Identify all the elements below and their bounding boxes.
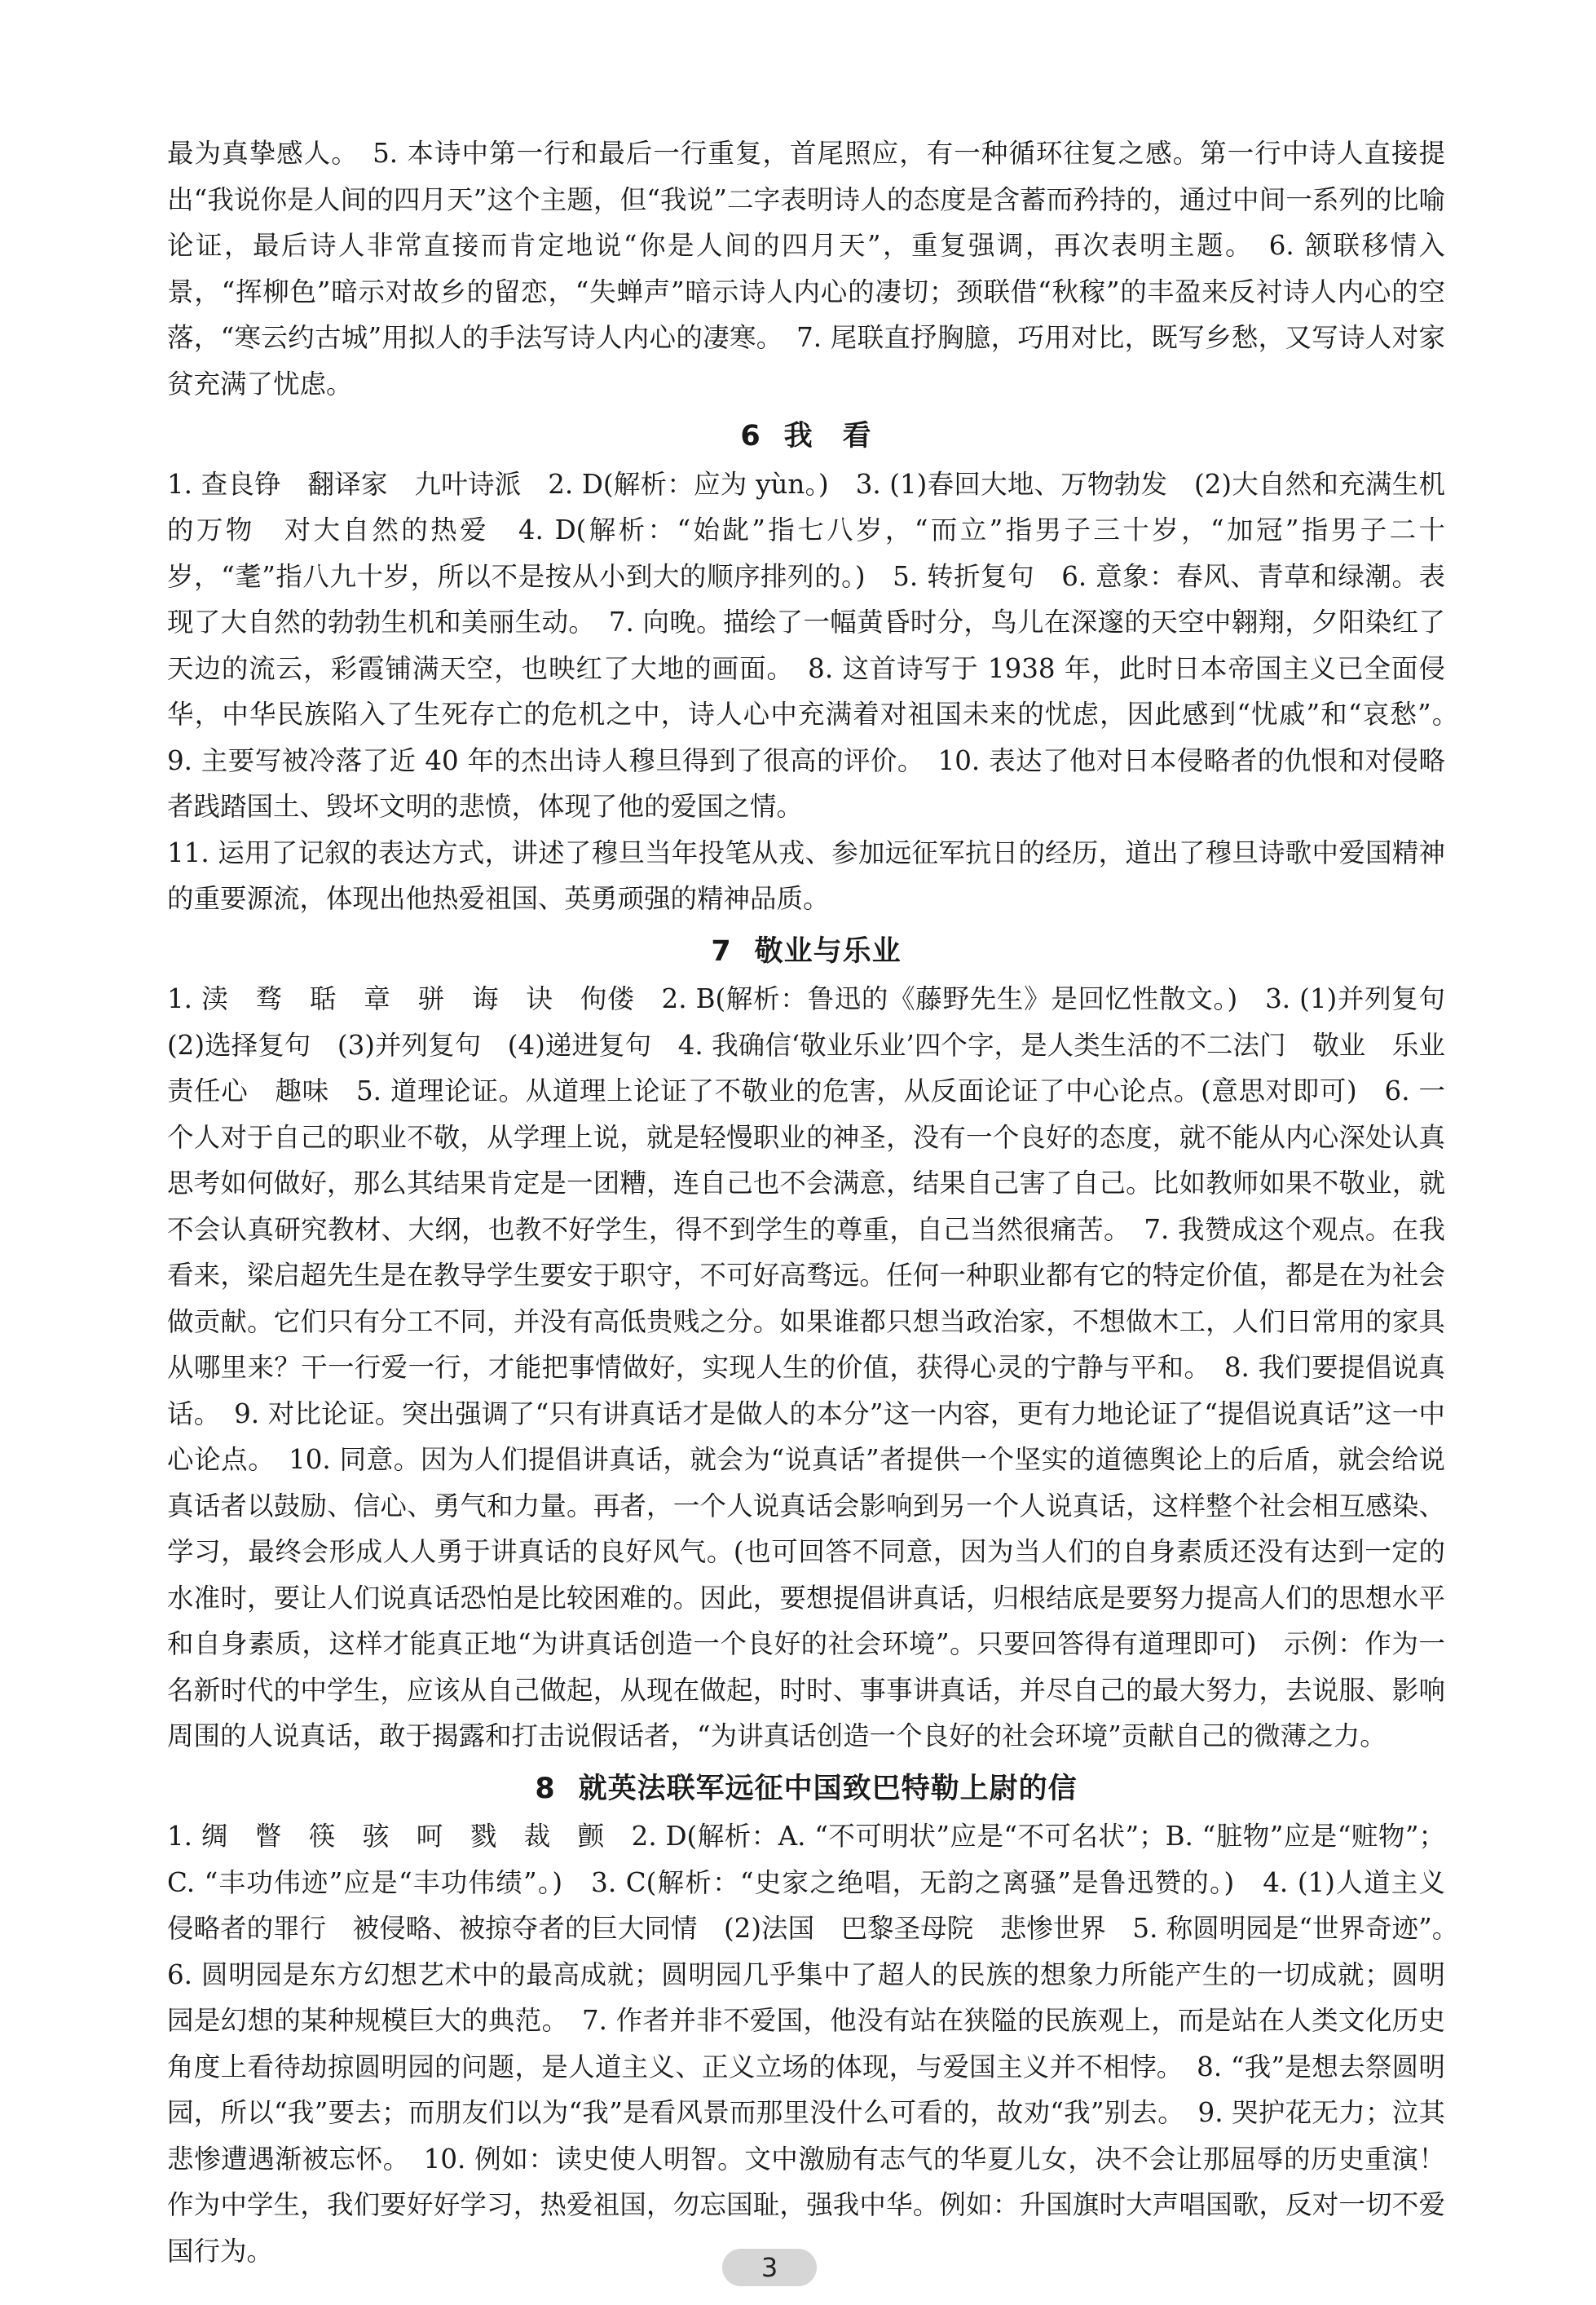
section-title-8 bbox=[167, 1766, 1445, 1813]
section-title-7 bbox=[167, 929, 1445, 975]
section-8-paragraph-1: 1. 绸 瞥 筷 骇 呵 戮 裁 颤 2. D(解析：A. “不可明状”应是“不可名状”；B. “脏物”应是“赃物”；C. “丰功伟迹”应是“丰功伟绩”。) 3. C(解析：“史家之绝唱，无韵之离骚”是鲁迅赞的。) 4. (1)人道主义 侵略者的罪行 被侵略、被掠夺者的巨大同情 (2)法国 巴黎圣母院 悲惨世界 5. 称圆明园是“世界奇迹”。 6. 圆明园是东方幻想艺术中的最高成就；圆明园几乎集中了超人的民族的想象力所能产生的一切成就；圆明园是幻想的某种规模巨大的典范。 7. 作者并非不爱国，他没有站在狭隘的民族观上，而是站在人类文化历史角度上看待劫掠圆明园的问题，是人道主义、正义立场的体现，与爱国主义并不相悖。 8. “我”是想去祭圆明园，所以“我”要去；而朋友们以为“我”是看风景而那里没什么可看的，故劝“我”别去。 9. 哭护花无力；泣其悲惨遭遇渐被忘怀。 10. 例如：读史使人明智。文中激励有志气的华夏儿女，决不会让那屈辱的历史重演！作为中学生，我们要好好学习，热爱祖国，勿忘国耻，强我中华。例如：升国旗时大声唱国歌，反对一切不爱国行为。 bbox=[167, 1821, 1472, 2267]
section-number: 7 bbox=[711, 934, 732, 968]
section-6-paragraph-1: 1. 查良铮 翻译家 九叶诗派 2. D(解析：应为 yùn。) 3. (1)春回大地、万物勃发 (2)大自然和充满生机的万物 对大自然的热爱 4. D(解析：“始龀”指七八岁，“而立”指男子三十岁，“加冠”指男子二十岁，“耄”指八九十岁，所以不是按从小到大的顺序排列的。) 5. 转折复句 6. 意象：春风、青草和绿潮。表现了大自然的勃勃生机和美丽生动。 7. 向晚。描绘了一幅黄昏时分，鸟儿在深邃的天空中翱翔，夕阳染红了天边的流云，彩霞铺满天空，也映红了大地的画面。 8. 这首诗写于 1938 年，此时日本帝国主义已全面侵华，中华民族陷入了生死存亡的危机之中，诗人心中充满着对祖国未来的忧虑，因此感到“忧戚”和“哀愁”。 9. 主要写被冷落了近 40 年的杰出诗人穆旦得到了很高的评价。 10. 表达了他对日本侵略者的仇恨和对侵略者践踏国土、毁坏文明的悲愤，体现了他的爱国之情。 bbox=[167, 468, 1472, 822]
section-number: 8 bbox=[535, 1772, 556, 1805]
section-title-6 bbox=[167, 413, 1445, 460]
section-heading: 敬业与乐业 bbox=[754, 934, 902, 968]
section-number: 6 bbox=[740, 420, 761, 453]
section-6-paragraph-2: 11. 运用了记叙的表达方式，讲述了穆旦当年投笔从戎、参加远征军抗日的经历，道出了穆旦诗歌中爱国精神的重要源流，体现出他热爱祖国、英勇顽强的精神品质。 bbox=[167, 837, 1445, 914]
section-heading: 就英法联军远征中国致巴特勒上尉的信 bbox=[578, 1772, 1078, 1805]
page-content bbox=[167, 130, 1472, 2274]
intro-paragraph: 最为真挚感人。 5. 本诗中第一行和最后一行重复，首尾照应，有一种循环往复之感。第一行中诗人直接提出“我说你是人间的四月天”这个主题，但“我说”二字表明诗人的态度是含蓄而矜持的，通过中间一系列的比喻论证，最后诗人非常直接而肯定地说“你是人间的四月天”，重复强调，再次表明主题。 6. 颔联移情入景，“挥柳色”暗示对故乡的留恋，“失蝉声”暗示诗人内心的凄切；颈联借“秋稼”的丰盈来反衬诗人内心的空落，“寒云约古城”用拟人的手法写诗人内心的凄寒。 7. 尾联直抒胸臆，巧用对比，既写乡愁，又写诗人对家贫充满了忧虑。 bbox=[167, 138, 1445, 400]
section-7-paragraph-1: 1. 渎 骛 聒 章 骈 诲 诀 佝偻 2. B(解析：鲁迅的《藤野先生》是回忆性散文。) 3. (1)并列复句 (2)选择复句 (3)并列复句 (4)递进复句 4. 我确信‘敬业乐业’四个字，是人类生活的不二法门 敬业 乐业 责任心 趣味 5. 道理论证。从道理上论证了不敬业的危害，从反面论证了中心论点。(意思对即可) 6. 一个人对于自己的职业不敬，从学理上说，就是轻慢职业的神圣，没有一个良好的态度，就不能从内心深处认真思考如何做好，那么其结果肯定是一团糟，连自己也不会满意，结果自己害了自己。比如教师如果不敬业，就不会认真研究教材、大纲，也教不好学生，得不到学生的尊重，自己当然很痛苦。 7. 我赞成这个观点。在我看来，梁启超先生是在教导学生要安于职守，不可好高骛远。任何一种职业都有它的特定价值，都是在为社会做贡献。它们只有分工不同，并没有高低贵贱之分。如果谁都只想当政治家，不想做木工，人们日常用的家具从哪里来？干一行爱一行，才能把事情做好，实现人生的价值，获得心灵的宁静与平和。 8. 我们要提倡说真话。 9. 对比论证。突出强调了“只有讲真话才是做人的本分”这一内容，更有力地论证了“提倡说真话”这一中心论点。 10. 同意。因为人们提倡讲真话，就会为“说真话”者提供一个坚实的道德舆论上的后盾，就会给说真话者以鼓励、信心、勇气和力量。再者，一个人说真话会影响到另一个人说真话，这样整个社会相互感染、学习，最终会形成人人勇于讲真话的良好风气。(也可回答不同意，因为当人们的自身素质还没有达到一定的水准时，要让人们说真话恐怕是比较困难的。因此，要想提倡讲真话，归根结底是要努力提高人们的思想水平和自身素质，这样才能真正地“为讲真话创造一个良好的社会环境”。只要回答得有道理即可) 示例：作为一名新时代的中学生，应该从自己做起，从现在做起，时时、事事讲真话，并尽自己的最大努力，去说服、影响周围的人说真话，敢于揭露和打击说假话者，“为讲真话创造一个良好的社会环境”贡献自己的微薄之力。 bbox=[167, 983, 1472, 1751]
section-heading: 我 看 bbox=[783, 420, 872, 453]
page-number: 3 bbox=[722, 2249, 817, 2286]
